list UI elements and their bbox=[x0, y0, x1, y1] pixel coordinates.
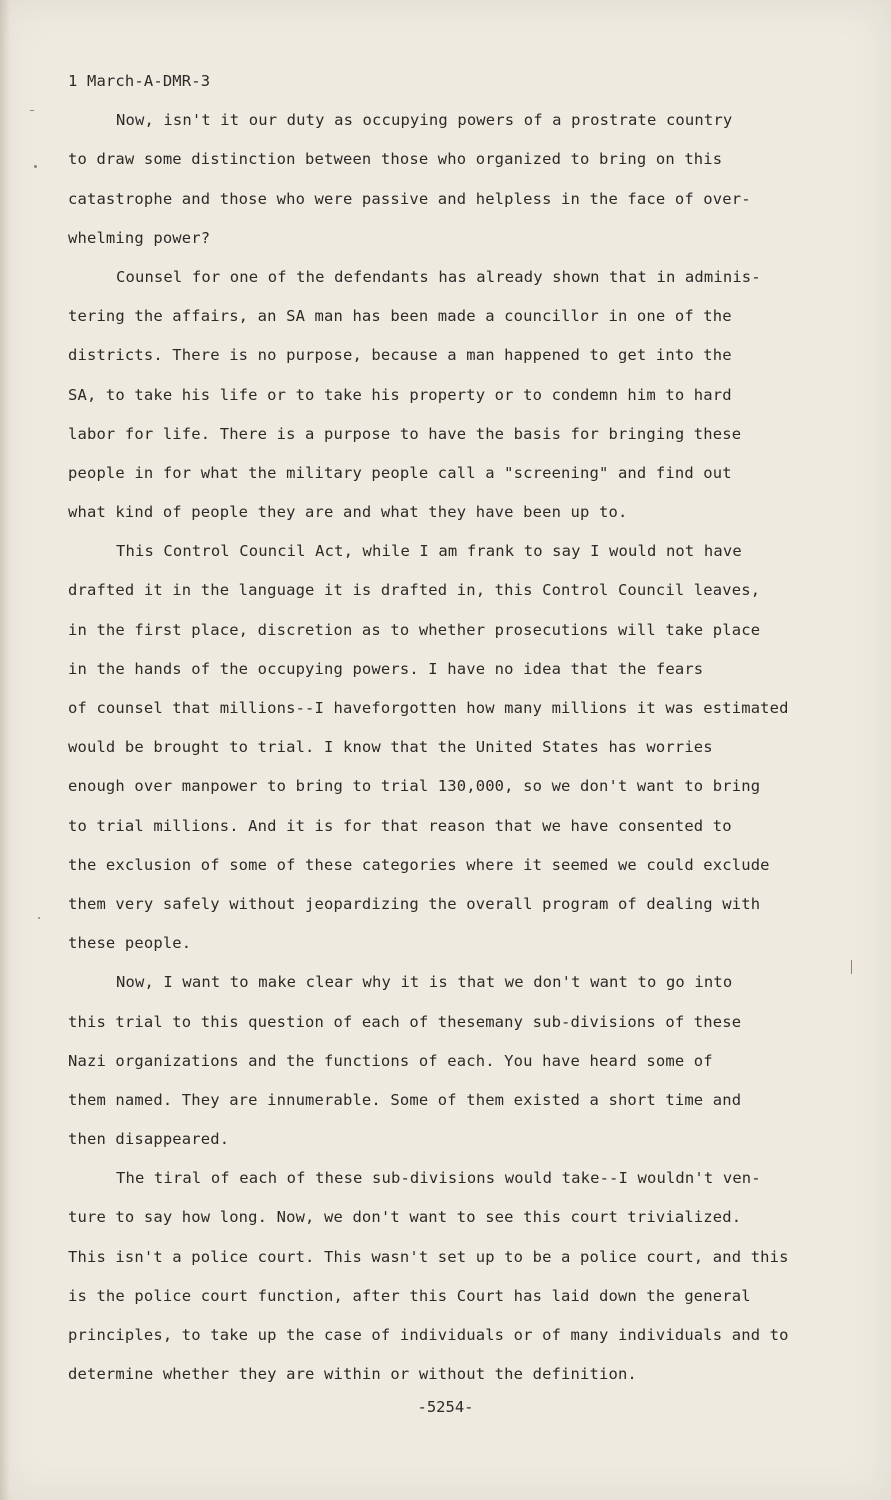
text-line: This Control Council Act, while I am frank to say I would not have bbox=[116, 542, 742, 561]
stray-mark bbox=[30, 110, 34, 111]
text-line: Nazi organizations and the functions of each. You have heard some of bbox=[68, 1051, 713, 1070]
text-line: tering the affairs, an SA man has been made a councillor in one of the bbox=[68, 307, 732, 326]
text-line: enough over manpower to bring to trial 130,000, so we don't want to bring bbox=[68, 777, 761, 796]
paragraph-3 bbox=[68, 532, 828, 963]
text-line: these people. bbox=[68, 934, 192, 953]
text-line: Now, isn't it our duty as occupying powers of a prostrate country bbox=[116, 111, 733, 130]
text-line: in the first place, discretion as to whether prosecutions will take place bbox=[68, 620, 761, 639]
text-line: labor for life. There is a purpose to have the basis for bringing these bbox=[68, 424, 742, 443]
text-line: to trial millions. And it is for that reason that we have consented to bbox=[68, 816, 732, 835]
text-line: to draw some distinction between those who organized to bring on this bbox=[68, 150, 723, 169]
paper-edge-shadow bbox=[0, 0, 10, 1500]
paragraph-2 bbox=[68, 258, 828, 532]
text-line: people in for what the military people call a "screening" and find out bbox=[68, 463, 732, 482]
text-line: determine whether they are within or without the definition. bbox=[68, 1365, 637, 1384]
text-line: ture to say how long. Now, we don't want to see this court trivialized. bbox=[68, 1208, 742, 1227]
text-line: This isn't a police court. This wasn't set up to be a police court, and this bbox=[68, 1247, 789, 1266]
text-line: Now, I want to make clear why it is that we don't want to go into bbox=[116, 973, 733, 992]
text-line: is the police court function, after this Court has laid down the general bbox=[68, 1286, 751, 1305]
text-line: them named. They are innumerable. Some of them existed a short time and bbox=[68, 1090, 742, 1109]
page-number: -5254- bbox=[417, 1398, 474, 1416]
text-line: this trial to this question of each of thesemany sub-divisions of these bbox=[68, 1012, 742, 1031]
text-line: would be brought to trial. I know that the United States has worries bbox=[68, 738, 713, 757]
text-line: catastrophe and those who were passive and helpless in the face of over- bbox=[68, 189, 751, 208]
text-line: the exclusion of some of these categories where it seemed we could exclude bbox=[68, 855, 770, 874]
stray-mark bbox=[851, 960, 852, 974]
text-line: whelming power? bbox=[68, 228, 211, 247]
paragraph-5 bbox=[68, 1159, 828, 1394]
text-line: in the hands of the occupying powers. I have no idea that the fears bbox=[68, 659, 704, 678]
text-line: Counsel for one of the defendants has already shown that in adminis- bbox=[116, 267, 761, 286]
stray-mark bbox=[34, 165, 37, 168]
paragraph-4 bbox=[68, 963, 828, 1159]
document-body bbox=[68, 62, 828, 1394]
text-line: of counsel that millions--I haveforgotten how many millions it was estimated bbox=[68, 699, 789, 717]
document-header: 1 March-A-DMR-3 bbox=[68, 72, 211, 90]
text-line: SA, to take his life or to take his property or to condemn him to hard bbox=[68, 385, 732, 404]
text-line: them very safely without jeopardizing the overall program of dealing with bbox=[68, 894, 761, 913]
text-line: what kind of people they are and what they have been up to. bbox=[68, 503, 628, 522]
text-line: then disappeared. bbox=[68, 1130, 230, 1149]
text-line: drafted it in the language it is drafted in, this Control Council leaves, bbox=[68, 581, 761, 600]
stray-mark bbox=[38, 917, 40, 919]
paragraph-1 bbox=[68, 101, 828, 258]
text-line: principles, to take up the case of individuals or of many individuals and to bbox=[68, 1326, 789, 1344]
text-line: The tiral of each of these sub-divisions would take--I wouldn't ven- bbox=[116, 1169, 761, 1188]
text-line: districts. There is no purpose, because a man happened to get into the bbox=[68, 346, 732, 365]
